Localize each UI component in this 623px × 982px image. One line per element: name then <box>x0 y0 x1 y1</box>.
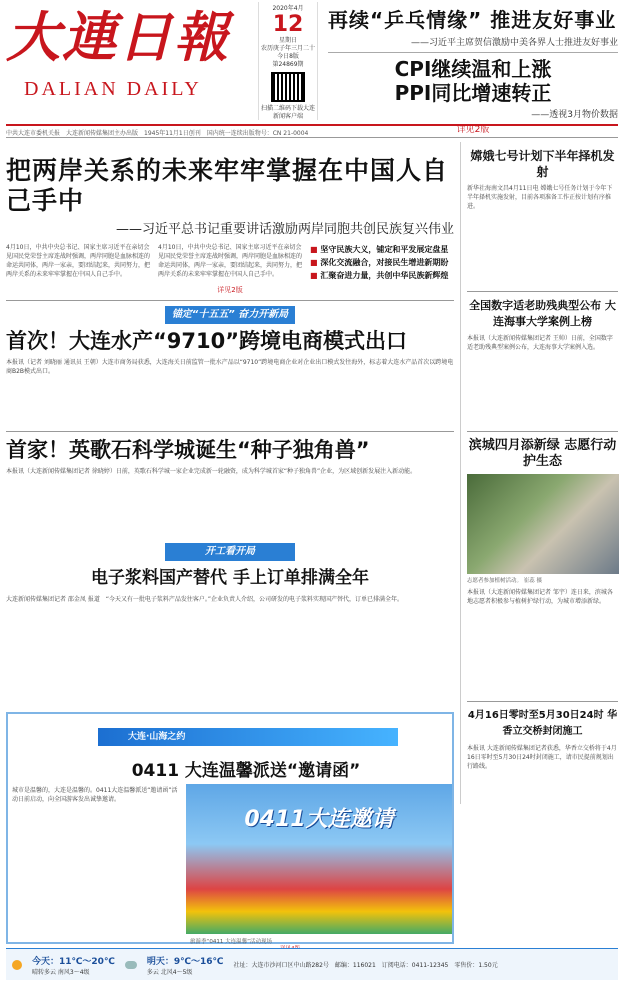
promo-caption: 旅游季“0411 大连温馨”活动现场 <box>190 939 272 945</box>
bullet-1: ■ 坚守民族大义，铺定和平发展定盘星 <box>310 245 448 254</box>
weather-today-desc: 晴转多云 南风3～4级 <box>32 968 90 976</box>
banner-1: 锚定“十五五” 奋力开新局 <box>165 306 295 324</box>
story4-body: 大连新闻传媒集团记者 邵金凤 报道 “今天又有一批电子浆料产品发往客户。”企业负责人介绍，公司研发的电子浆料实现国产替代，订单已排满全年。 <box>6 596 404 603</box>
right-column <box>460 142 618 804</box>
right-story4-body: 本报讯 大连新闻传媒集团记者获悉，华香立交桥将于4月16日零时至5月30日24时封闭施工，请市民提前规划出行路线。 <box>467 745 617 770</box>
weather-tomorrow-desc: 多云 北风4～5级 <box>146 968 193 976</box>
promo-photo-text: 0411大连邀请 <box>244 807 394 832</box>
photo-caption: 志愿者参加植树活动。 <box>467 578 523 584</box>
masthead-english: DALIAN DAILY <box>24 78 202 100</box>
right-story3-body: 本报讯（大连新闻传媒集团记者 邹宇）连日来，滨城各地志愿者积极参与植树护绿行动，为城市增添新绿。 <box>467 589 613 605</box>
story3-title[interactable]: 首家！英歌石科学城诞生“种子独角兽” <box>6 438 370 462</box>
story3-body: 本报讯（大连新闻传媒集团记者 徐晓婷）日前，英歌石科学城一家企业完成新一轮融资，成为科学城首家“种子独角兽”企业，为区域创新发展注入新动能。 <box>6 468 417 475</box>
right-story4-title[interactable]: 4月16日零时至5月30日24时 华香立交桥封闭施工 <box>467 710 618 737</box>
footer-info: 社址：大连市沙河口区中山路282号 邮编：116021 订阅电话：0411-12345 零售价：1.50元 <box>233 962 498 969</box>
lead-title[interactable]: 把两岸关系的未来牢牢掌握在中国人自己手中 <box>6 156 449 215</box>
year-month: 2020年4月 <box>272 5 304 12</box>
story2-body: 本报讯（记者 刘晓丽 通讯员 王朝）大连市商务局获悉，大连海关日前监管一批水产品以“9710”跨境电商企业对企业出口模式发往海外，标志着大连水产品首次以跨境电商B2B模式出口。 <box>6 359 454 375</box>
masthead <box>6 2 256 120</box>
top-story-2-jump[interactable]: 详见2版 <box>456 125 490 135</box>
cloud-icon <box>125 961 137 969</box>
qr-caption: 扫描二维码下载大连新闻客户端 <box>260 105 315 120</box>
weather-bar <box>6 948 618 980</box>
right-story2-body: 本报讯（大连新闻传媒集团记者 王帅）日前，全国数字适老助残典型案例公布，大连海事大学案例入选。 <box>467 335 613 351</box>
bullet-2: ■ 深化交流融合，对接民生增进新期盼 <box>310 258 448 267</box>
right-story1-body: 新华社海南文昌4月11日电 嫦娥七号任务计划于今年下半年择机实施发射，目前各项准备工作正按计划有序推进。 <box>467 185 613 210</box>
day: 12 <box>272 12 304 37</box>
weather-today: 今天：11℃～20℃ <box>32 956 115 967</box>
right-story2-title[interactable]: 全国数字适老助残典型公布 大连海事大学案例上榜 <box>469 299 616 328</box>
qr-code-icon[interactable] <box>271 72 305 102</box>
lead-body-2: 4月10日，中共中央总书记、国家主席习近平在亲切会见国民党荣誉主席连战时强调，两岸同胞是血脉相连的命运共同体，两岸一家亲，要团结起来，共同努力，把两岸关系的未来牢牢掌握在中国人自己手中。 <box>158 244 303 278</box>
promo-photo[interactable] <box>186 784 452 934</box>
promo-body: 城市是温馨的，大连是温馨的。0411大连温馨派送“邀请函”活动日前启动，向全国游客发出诚挚邀请。 <box>12 787 178 803</box>
photo-credit: 崔蕊 摄 <box>523 578 543 584</box>
right-story1-title[interactable]: 嫦娥七号计划下半年择机发射 <box>470 149 615 179</box>
lead-body: 4月10日，中共中央总书记、国家主席习近平在亲切会见国民党荣誉主席连战时强调，两岸同胞是血脉相连的命运共同体，两岸一家亲，要团结起来，共同努力，把两岸关系的未来牢牢掌握在中国人自己手中。 <box>6 244 151 278</box>
date-box <box>258 2 318 120</box>
banner-2: 开工看开局 <box>165 543 295 561</box>
story2-title[interactable]: 首次！大连水产“9710”跨境电商模式出口 <box>6 329 408 353</box>
top-story-1-subtitle: ——习近平主席贺信激励中美各界人士推进友好事业 <box>410 38 618 48</box>
top-story-2-subtitle: ——透视3月物价数据 <box>531 110 618 120</box>
top-story-2-title1[interactable]: CPI继续温和上涨 <box>394 57 552 81</box>
right-story3-title[interactable]: 滨城四月添新绿 志愿行动护生态 <box>468 438 617 469</box>
lunar-date: 农历庚子年三月二十 <box>260 45 315 52</box>
top-story-1-title[interactable]: 再续“乒乓情缘” 推进友好事业 <box>328 8 617 32</box>
masthead-title: 大連日報 <box>6 5 230 69</box>
top-stories <box>328 4 618 135</box>
info-line: 中共大连市委机关报 大连新闻传媒集团主办出版 1945年11月1日创刊 国内统一连续出版物号：CN 21-0004 <box>6 124 618 138</box>
story4-title[interactable]: 电子浆料国产替代 手上订单排满全年 <box>91 568 369 588</box>
bullet-3: ■ 汇聚奋进力量，共创中华民族新辉煌 <box>310 271 448 280</box>
volunteer-photo[interactable] <box>467 474 619 574</box>
lead-bullets <box>310 243 454 282</box>
edition: 今日8版 <box>277 53 299 60</box>
lead-subtitle: ——习近平总书记重要讲话激励两岸同胞共创民族复兴伟业 <box>115 222 454 237</box>
issue-code: 第24869期 <box>272 61 304 68</box>
weather-tomorrow: 明天：9℃～16℃ <box>146 956 224 967</box>
lead-jump[interactable]: 详见2版 <box>217 286 243 294</box>
promo-title[interactable]: 0411 大连温馨派送“邀请函” <box>131 761 361 781</box>
top-story-2-title2[interactable]: PPI同比增速转正 <box>394 81 552 105</box>
weekday: 星期日 <box>278 37 297 44</box>
promo-strip: 大连·山海之约 <box>98 728 398 746</box>
sun-icon <box>12 960 22 970</box>
left-column <box>6 142 454 685</box>
